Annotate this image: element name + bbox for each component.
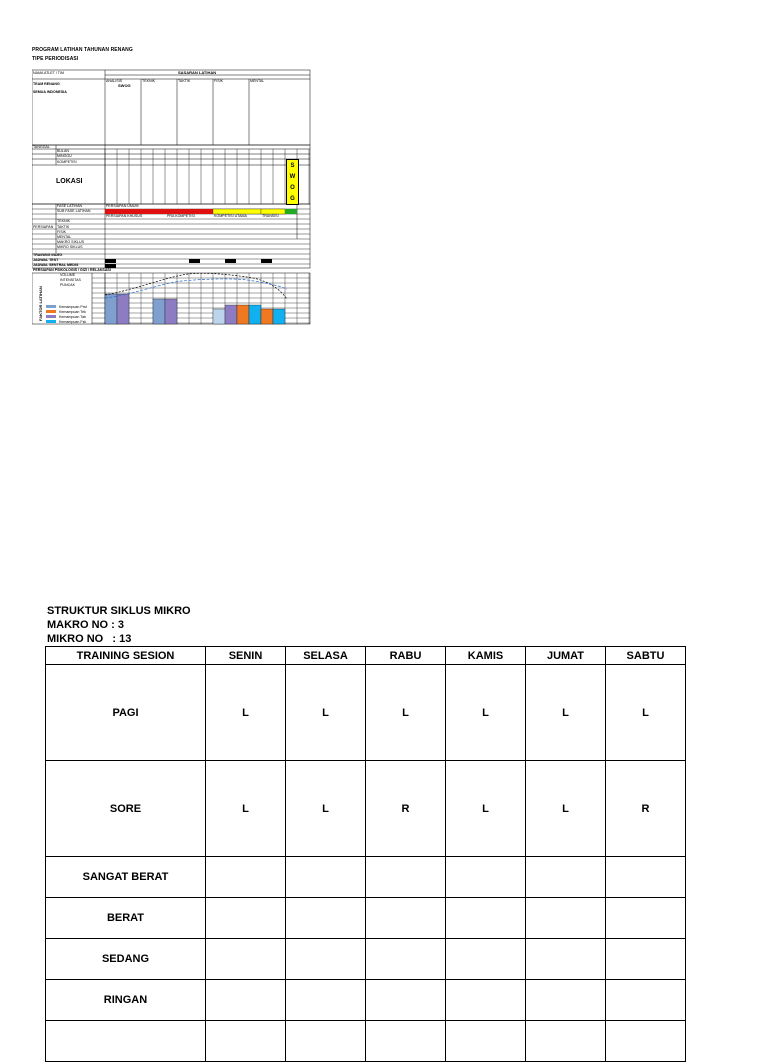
session-cell[interactable] [206,1021,286,1062]
chart-label: PUNCAK [60,283,75,287]
factor-bar [117,294,129,324]
column-header: KAMIS [446,647,526,665]
swog-box [286,159,299,205]
row-label: BULAN [57,149,69,153]
factor-bar [273,309,285,324]
legend-label: Kemampuan Tek [59,310,86,314]
swog-letter: S [290,162,295,169]
sasaran-header: SASARAN LATIHAN [178,70,217,75]
phase-label: TRANSISI [262,214,279,218]
athlete-label: NAMA ATLET / TIM [33,71,64,75]
session-cell[interactable]: L [206,665,286,761]
session-cell[interactable] [366,898,446,939]
session-cell[interactable] [206,898,286,939]
session-cell[interactable]: L [286,761,366,857]
session-cell[interactable] [206,857,286,898]
session-cell[interactable] [606,857,686,898]
team-value: SEMUA INDONESIA [33,90,67,94]
row-label: RINGAN [46,980,206,1021]
phase-label: PRA KOMPETISI [167,214,195,218]
section-label: SUB FASE LATIHAN [57,209,91,213]
session-cell[interactable] [606,980,686,1021]
session-cell[interactable] [366,1021,446,1062]
section-label: FASE LATIHAN [57,204,83,208]
row-label: MINGGU [57,154,72,158]
sasaran-col: ANALISIS [106,79,123,83]
team-label: TEAM RENANG [33,82,60,86]
factor-bar [225,305,237,324]
session-cell[interactable] [286,939,366,980]
session-cell[interactable] [526,898,606,939]
session-cell[interactable] [446,939,526,980]
left-label: FISIK [57,230,66,234]
session-cell[interactable]: R [606,761,686,857]
left-label: JADWAL SENTRAL MEDIS [33,263,79,267]
lokasi-label: LOKASI [56,178,83,185]
session-cell[interactable] [286,898,366,939]
phase-label: PERSIAPAN KHUSUS [106,214,143,218]
session-cell[interactable] [606,939,686,980]
chart-label: VOLUME [60,273,76,277]
session-cell[interactable] [366,980,446,1021]
session-cell[interactable] [446,980,526,1021]
legend-label: Kemampuan Fsk [59,320,87,324]
row-label: SEDANG [46,939,206,980]
session-cell[interactable]: L [446,665,526,761]
makro-number: MAKRO NO : 3 [47,619,124,631]
table-row [46,1021,686,1062]
left-label: MAKRO SIKLUS [57,240,84,244]
column-header: SELASA [286,647,366,665]
session-cell[interactable] [526,980,606,1021]
session-cell[interactable] [366,857,446,898]
legend-label: Kemampuan Tak [59,315,86,319]
mikro-number: MIKRO NO : 13 [47,633,132,645]
factor-bar [213,309,225,324]
column-header: TRAINING SESION [46,647,206,665]
micro-title: STRUKTUR SIKLUS MIKRO [47,605,191,617]
sasaran-col: MENTAL [250,79,265,83]
session-cell[interactable] [286,857,366,898]
left-label: PERSIAPAN PSIKOLOGIS / GIZI / RELAKSASI [33,268,111,272]
session-cell[interactable] [526,1021,606,1062]
chart-label: INTENSITAS [60,278,81,282]
session-cell[interactable] [446,898,526,939]
factor-bar [249,305,261,324]
left-label: MIKRO SIKLUS [57,245,83,249]
row-label [46,1021,206,1062]
session-cell[interactable] [286,1021,366,1062]
factor-bar [261,309,273,324]
phase-label: PERSIAPAN UMUM [106,204,139,208]
swog-letter: G [290,195,295,202]
row-label: TANGGAL [33,145,50,149]
factor-bar [237,305,249,324]
swog-letter: W [289,173,296,180]
column-header: RABU [366,647,446,665]
factor-bar [105,294,117,324]
session-cell[interactable]: L [526,665,606,761]
table-header-row [46,647,686,665]
phase-label: KOMPETISI UTAMA [214,214,247,218]
session-cell[interactable] [606,1021,686,1062]
row-label: BERAT [46,898,206,939]
row-label: PAGI [46,665,206,761]
session-cell[interactable]: L [206,761,286,857]
row-label: SORE [46,761,206,857]
left-label: JADWAL TEST [33,258,59,262]
table-row [46,980,686,1021]
legend-label: Kemampuan Prst [59,305,87,309]
factor-bar [153,299,165,324]
session-cell[interactable]: L [526,761,606,857]
table-row [46,939,686,980]
session-cell[interactable]: L [606,665,686,761]
session-cell[interactable] [206,980,286,1021]
table-row [46,761,686,857]
sasaran-col: FISIK [214,79,223,83]
session-cell[interactable] [206,939,286,980]
left-label: TAKTIK [57,225,70,229]
session-cell[interactable] [446,857,526,898]
plan-title: PROGRAM LATIHAN TAHUNAN RENANG [32,47,133,53]
plan-subtitle: TIPE PERIODISASI [32,56,79,62]
micro-cycle-table [45,646,686,1062]
analisis-value: SWOG [118,83,131,88]
session-cell[interactable] [526,939,606,980]
sasaran-col: TEKNIK [142,79,155,83]
y-axis-label: FAKTOR LATIHAN [38,286,43,321]
micro-header [47,604,191,646]
session-cell[interactable]: L [446,761,526,857]
table-row [46,665,686,761]
column-header: JUMAT [526,647,606,665]
session-cell[interactable]: L [286,665,366,761]
session-cell[interactable]: R [366,761,446,857]
session-cell[interactable] [446,1021,526,1062]
row-label: KOMPETISI [57,160,77,164]
sasaran-col: TAKTIK [178,79,191,83]
factor-bar [165,299,177,324]
phase-bar-green [285,209,297,214]
left-label: TEKNIK [57,219,70,223]
left-label: MENTAL [57,235,72,239]
session-cell[interactable] [606,898,686,939]
session-cell[interactable] [286,980,366,1021]
row-label: SANGAT BERAT [46,857,206,898]
session-cell[interactable]: L [366,665,446,761]
annual-plan-sheet [32,69,311,325]
left-label: TRAINING INDEX [33,253,63,257]
session-cell[interactable] [526,857,606,898]
column-header: SABTU [606,647,686,665]
table-row [46,857,686,898]
session-cell[interactable] [366,939,446,980]
swog-letter: O [290,184,295,191]
column-header: SENIN [206,647,286,665]
section-label: PERSIAPAN [33,225,54,229]
table-row [46,898,686,939]
